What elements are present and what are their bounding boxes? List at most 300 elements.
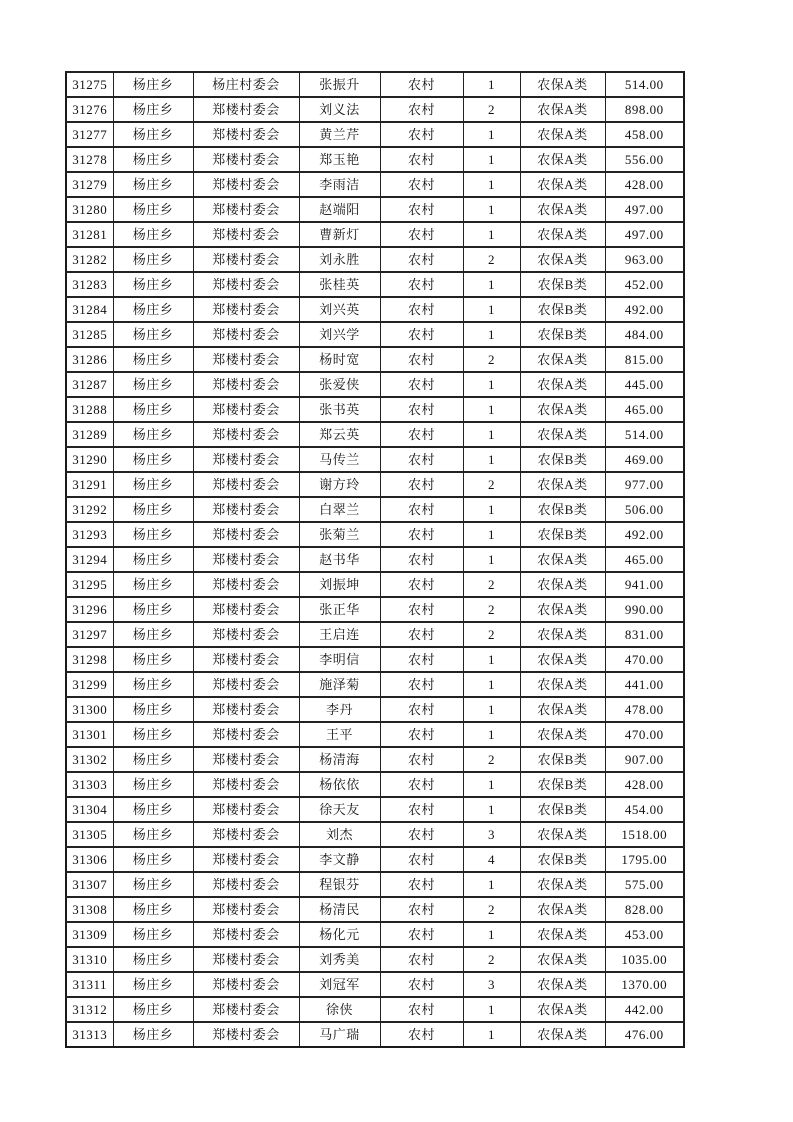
cell-name: 施泽菊 <box>299 672 380 697</box>
cell-count: 3 <box>463 972 520 997</box>
cell-name: 李明信 <box>299 647 380 672</box>
cell-village: 郑楼村委会 <box>193 147 299 172</box>
table-row <box>66 972 684 997</box>
cell-village: 郑楼村委会 <box>193 197 299 222</box>
cell-residence: 农村 <box>380 72 463 97</box>
cell-category: 农保B类 <box>520 772 605 797</box>
cell-count: 1 <box>463 522 520 547</box>
cell-amount: 454.00 <box>605 797 684 822</box>
cell-amount: 470.00 <box>605 722 684 747</box>
cell-count: 2 <box>463 247 520 272</box>
cell-id: 31291 <box>66 472 113 497</box>
cell-count: 2 <box>463 347 520 372</box>
cell-name: 刘振坤 <box>299 572 380 597</box>
cell-village: 郑楼村委会 <box>193 797 299 822</box>
cell-category: 农保A类 <box>520 997 605 1022</box>
cell-category: 农保A类 <box>520 422 605 447</box>
cell-count: 2 <box>463 622 520 647</box>
cell-count: 2 <box>463 597 520 622</box>
cell-township: 杨庄乡 <box>113 97 193 122</box>
cell-id: 31295 <box>66 572 113 597</box>
cell-name: 杨化元 <box>299 922 380 947</box>
cell-residence: 农村 <box>380 572 463 597</box>
cell-township: 杨庄乡 <box>113 822 193 847</box>
cell-village: 郑楼村委会 <box>193 347 299 372</box>
cell-name: 刘冠军 <box>299 972 380 997</box>
cell-amount: 465.00 <box>605 397 684 422</box>
cell-residence: 农村 <box>380 497 463 522</box>
cell-category: 农保A类 <box>520 197 605 222</box>
cell-residence: 农村 <box>380 947 463 972</box>
cell-village: 郑楼村委会 <box>193 547 299 572</box>
table-row <box>66 222 684 247</box>
cell-amount: 898.00 <box>605 97 684 122</box>
cell-name: 杨依依 <box>299 772 380 797</box>
cell-count: 1 <box>463 297 520 322</box>
cell-residence: 农村 <box>380 747 463 772</box>
table-row <box>66 622 684 647</box>
cell-name: 刘永胜 <box>299 247 380 272</box>
cell-count: 1 <box>463 1022 520 1047</box>
cell-id: 31283 <box>66 272 113 297</box>
cell-count: 1 <box>463 497 520 522</box>
cell-residence: 农村 <box>380 172 463 197</box>
cell-village: 杨庄村委会 <box>193 72 299 97</box>
cell-id: 31304 <box>66 797 113 822</box>
cell-name: 刘兴英 <box>299 297 380 322</box>
cell-id: 31311 <box>66 972 113 997</box>
cell-id: 31277 <box>66 122 113 147</box>
cell-count: 1 <box>463 122 520 147</box>
cell-category: 农保A类 <box>520 822 605 847</box>
table-row <box>66 522 684 547</box>
cell-category: 农保B类 <box>520 447 605 472</box>
cell-count: 1 <box>463 872 520 897</box>
cell-category: 农保A类 <box>520 572 605 597</box>
cell-id: 31305 <box>66 822 113 847</box>
cell-category: 农保B类 <box>520 497 605 522</box>
cell-village: 郑楼村委会 <box>193 422 299 447</box>
cell-township: 杨庄乡 <box>113 597 193 622</box>
cell-count: 1 <box>463 147 520 172</box>
table-row <box>66 922 684 947</box>
cell-village: 郑楼村委会 <box>193 222 299 247</box>
cell-township: 杨庄乡 <box>113 747 193 772</box>
cell-count: 1 <box>463 772 520 797</box>
cell-township: 杨庄乡 <box>113 947 193 972</box>
cell-name: 李文静 <box>299 847 380 872</box>
cell-township: 杨庄乡 <box>113 172 193 197</box>
table-row <box>66 347 684 372</box>
cell-id: 31275 <box>66 72 113 97</box>
cell-township: 杨庄乡 <box>113 647 193 672</box>
cell-township: 杨庄乡 <box>113 997 193 1022</box>
cell-name: 赵书华 <box>299 547 380 572</box>
cell-residence: 农村 <box>380 472 463 497</box>
cell-id: 31287 <box>66 372 113 397</box>
table-row <box>66 747 684 772</box>
cell-category: 农保B类 <box>520 747 605 772</box>
cell-township: 杨庄乡 <box>113 247 193 272</box>
cell-amount: 1518.00 <box>605 822 684 847</box>
cell-count: 2 <box>463 97 520 122</box>
cell-township: 杨庄乡 <box>113 372 193 397</box>
cell-name: 杨清海 <box>299 747 380 772</box>
cell-amount: 1370.00 <box>605 972 684 997</box>
cell-id: 31285 <box>66 322 113 347</box>
cell-village: 郑楼村委会 <box>193 447 299 472</box>
cell-village: 郑楼村委会 <box>193 522 299 547</box>
cell-amount: 963.00 <box>605 247 684 272</box>
cell-name: 马传兰 <box>299 447 380 472</box>
cell-count: 1 <box>463 422 520 447</box>
cell-count: 4 <box>463 847 520 872</box>
cell-category: 农保A类 <box>520 922 605 947</box>
cell-township: 杨庄乡 <box>113 847 193 872</box>
cell-amount: 514.00 <box>605 422 684 447</box>
cell-name: 马广瑞 <box>299 1022 380 1047</box>
cell-residence: 农村 <box>380 872 463 897</box>
cell-township: 杨庄乡 <box>113 272 193 297</box>
cell-id: 31303 <box>66 772 113 797</box>
cell-amount: 476.00 <box>605 1022 684 1047</box>
cell-village: 郑楼村委会 <box>193 572 299 597</box>
cell-name: 张正华 <box>299 597 380 622</box>
cell-residence: 农村 <box>380 247 463 272</box>
cell-residence: 农村 <box>380 822 463 847</box>
cell-village: 郑楼村委会 <box>193 897 299 922</box>
cell-residence: 农村 <box>380 422 463 447</box>
cell-residence: 农村 <box>380 997 463 1022</box>
table-row <box>66 1022 684 1047</box>
cell-township: 杨庄乡 <box>113 1022 193 1047</box>
cell-name: 徐侠 <box>299 997 380 1022</box>
table-row <box>66 447 684 472</box>
cell-id: 31288 <box>66 397 113 422</box>
cell-village: 郑楼村委会 <box>193 747 299 772</box>
cell-amount: 497.00 <box>605 197 684 222</box>
cell-residence: 农村 <box>380 122 463 147</box>
cell-id: 31312 <box>66 997 113 1022</box>
cell-township: 杨庄乡 <box>113 722 193 747</box>
cell-township: 杨庄乡 <box>113 147 193 172</box>
cell-amount: 428.00 <box>605 172 684 197</box>
cell-category: 农保A类 <box>520 247 605 272</box>
cell-amount: 442.00 <box>605 997 684 1022</box>
cell-township: 杨庄乡 <box>113 497 193 522</box>
cell-category: 农保A类 <box>520 872 605 897</box>
table-row <box>66 997 684 1022</box>
cell-category: 农保A类 <box>520 897 605 922</box>
cell-count: 2 <box>463 472 520 497</box>
table-row <box>66 472 684 497</box>
cell-village: 郑楼村委会 <box>193 597 299 622</box>
cell-village: 郑楼村委会 <box>193 872 299 897</box>
cell-name: 徐天友 <box>299 797 380 822</box>
cell-village: 郑楼村委会 <box>193 172 299 197</box>
table-row <box>66 72 684 97</box>
cell-name: 杨时宽 <box>299 347 380 372</box>
cell-id: 31302 <box>66 747 113 772</box>
cell-amount: 441.00 <box>605 672 684 697</box>
cell-amount: 497.00 <box>605 222 684 247</box>
payment-roster-table <box>65 71 685 1048</box>
table-row <box>66 822 684 847</box>
cell-count: 1 <box>463 672 520 697</box>
table-row <box>66 297 684 322</box>
cell-village: 郑楼村委会 <box>193 822 299 847</box>
table-row <box>66 372 684 397</box>
cell-count: 1 <box>463 272 520 297</box>
cell-amount: 977.00 <box>605 472 684 497</box>
cell-name: 张爱侠 <box>299 372 380 397</box>
cell-village: 郑楼村委会 <box>193 322 299 347</box>
cell-name: 曹新灯 <box>299 222 380 247</box>
cell-name: 张菊兰 <box>299 522 380 547</box>
cell-township: 杨庄乡 <box>113 472 193 497</box>
cell-name: 郑玉艳 <box>299 147 380 172</box>
cell-residence: 农村 <box>380 97 463 122</box>
cell-amount: 828.00 <box>605 897 684 922</box>
cell-name: 刘义法 <box>299 97 380 122</box>
cell-id: 31299 <box>66 672 113 697</box>
cell-village: 郑楼村委会 <box>193 772 299 797</box>
cell-id: 31313 <box>66 1022 113 1047</box>
table-row <box>66 672 684 697</box>
cell-township: 杨庄乡 <box>113 222 193 247</box>
cell-name: 白翠兰 <box>299 497 380 522</box>
cell-category: 农保A类 <box>520 972 605 997</box>
cell-residence: 农村 <box>380 722 463 747</box>
cell-amount: 575.00 <box>605 872 684 897</box>
cell-id: 31296 <box>66 597 113 622</box>
cell-name: 刘杰 <box>299 822 380 847</box>
cell-count: 1 <box>463 547 520 572</box>
cell-id: 31279 <box>66 172 113 197</box>
cell-township: 杨庄乡 <box>113 622 193 647</box>
cell-id: 31284 <box>66 297 113 322</box>
cell-name: 刘兴学 <box>299 322 380 347</box>
cell-count: 1 <box>463 197 520 222</box>
cell-village: 郑楼村委会 <box>193 622 299 647</box>
cell-id: 31300 <box>66 697 113 722</box>
cell-count: 1 <box>463 647 520 672</box>
cell-category: 农保A类 <box>520 622 605 647</box>
cell-category: 农保B类 <box>520 297 605 322</box>
cell-id: 31276 <box>66 97 113 122</box>
cell-village: 郑楼村委会 <box>193 672 299 697</box>
cell-village: 郑楼村委会 <box>193 722 299 747</box>
cell-count: 1 <box>463 397 520 422</box>
table-row <box>66 947 684 972</box>
cell-amount: 470.00 <box>605 647 684 672</box>
cell-amount: 484.00 <box>605 322 684 347</box>
cell-township: 杨庄乡 <box>113 897 193 922</box>
cell-category: 农保B类 <box>520 272 605 297</box>
cell-count: 1 <box>463 447 520 472</box>
cell-township: 杨庄乡 <box>113 72 193 97</box>
cell-amount: 492.00 <box>605 522 684 547</box>
cell-category: 农保A类 <box>520 697 605 722</box>
table-row <box>66 122 684 147</box>
cell-residence: 农村 <box>380 522 463 547</box>
cell-residence: 农村 <box>380 972 463 997</box>
cell-amount: 941.00 <box>605 572 684 597</box>
cell-township: 杨庄乡 <box>113 322 193 347</box>
table-row <box>66 147 684 172</box>
cell-category: 农保B类 <box>520 797 605 822</box>
cell-township: 杨庄乡 <box>113 872 193 897</box>
table-row <box>66 847 684 872</box>
cell-id: 31301 <box>66 722 113 747</box>
cell-village: 郑楼村委会 <box>193 497 299 522</box>
cell-village: 郑楼村委会 <box>193 397 299 422</box>
cell-residence: 农村 <box>380 597 463 622</box>
cell-id: 31297 <box>66 622 113 647</box>
cell-count: 1 <box>463 722 520 747</box>
table-row <box>66 422 684 447</box>
cell-village: 郑楼村委会 <box>193 297 299 322</box>
cell-village: 郑楼村委会 <box>193 647 299 672</box>
cell-id: 31278 <box>66 147 113 172</box>
cell-category: 农保A类 <box>520 547 605 572</box>
cell-category: 农保A类 <box>520 172 605 197</box>
table-row <box>66 722 684 747</box>
table-row <box>66 597 684 622</box>
cell-village: 郑楼村委会 <box>193 697 299 722</box>
cell-category: 农保A类 <box>520 722 605 747</box>
cell-amount: 831.00 <box>605 622 684 647</box>
cell-name: 王启连 <box>299 622 380 647</box>
cell-id: 31289 <box>66 422 113 447</box>
cell-village: 郑楼村委会 <box>193 847 299 872</box>
cell-residence: 农村 <box>380 622 463 647</box>
cell-village: 郑楼村委会 <box>193 472 299 497</box>
cell-name: 黄兰芹 <box>299 122 380 147</box>
cell-name: 张桂英 <box>299 272 380 297</box>
cell-residence: 农村 <box>380 547 463 572</box>
cell-category: 农保B类 <box>520 322 605 347</box>
cell-township: 杨庄乡 <box>113 397 193 422</box>
cell-name: 谢方玲 <box>299 472 380 497</box>
cell-category: 农保B类 <box>520 522 605 547</box>
cell-village: 郑楼村委会 <box>193 1022 299 1047</box>
cell-residence: 农村 <box>380 222 463 247</box>
cell-village: 郑楼村委会 <box>193 972 299 997</box>
cell-id: 31292 <box>66 497 113 522</box>
cell-category: 农保A类 <box>520 347 605 372</box>
cell-count: 1 <box>463 922 520 947</box>
table-row <box>66 397 684 422</box>
cell-name: 刘秀美 <box>299 947 380 972</box>
cell-id: 31282 <box>66 247 113 272</box>
cell-amount: 445.00 <box>605 372 684 397</box>
cell-count: 3 <box>463 822 520 847</box>
cell-category: 农保A类 <box>520 672 605 697</box>
cell-township: 杨庄乡 <box>113 572 193 597</box>
cell-category: 农保A类 <box>520 147 605 172</box>
cell-name: 张振升 <box>299 72 380 97</box>
cell-category: 农保A类 <box>520 397 605 422</box>
cell-name: 李丹 <box>299 697 380 722</box>
cell-amount: 453.00 <box>605 922 684 947</box>
cell-village: 郑楼村委会 <box>193 272 299 297</box>
cell-count: 1 <box>463 797 520 822</box>
cell-township: 杨庄乡 <box>113 697 193 722</box>
cell-name: 郑云英 <box>299 422 380 447</box>
cell-village: 郑楼村委会 <box>193 247 299 272</box>
cell-category: 农保A类 <box>520 72 605 97</box>
table-row <box>66 322 684 347</box>
cell-residence: 农村 <box>380 772 463 797</box>
cell-residence: 农村 <box>380 647 463 672</box>
cell-id: 31308 <box>66 897 113 922</box>
cell-amount: 815.00 <box>605 347 684 372</box>
cell-amount: 452.00 <box>605 272 684 297</box>
cell-township: 杨庄乡 <box>113 547 193 572</box>
cell-amount: 1035.00 <box>605 947 684 972</box>
cell-township: 杨庄乡 <box>113 297 193 322</box>
cell-residence: 农村 <box>380 297 463 322</box>
cell-residence: 农村 <box>380 322 463 347</box>
table-row <box>66 572 684 597</box>
cell-count: 1 <box>463 72 520 97</box>
table-row <box>66 647 684 672</box>
cell-id: 31306 <box>66 847 113 872</box>
cell-category: 农保A类 <box>520 122 605 147</box>
cell-count: 1 <box>463 372 520 397</box>
cell-village: 郑楼村委会 <box>193 947 299 972</box>
cell-residence: 农村 <box>380 397 463 422</box>
cell-count: 2 <box>463 572 520 597</box>
cell-residence: 农村 <box>380 672 463 697</box>
cell-id: 31281 <box>66 222 113 247</box>
cell-amount: 556.00 <box>605 147 684 172</box>
cell-township: 杨庄乡 <box>113 772 193 797</box>
cell-amount: 469.00 <box>605 447 684 472</box>
table-row <box>66 197 684 222</box>
cell-residence: 农村 <box>380 447 463 472</box>
cell-category: 农保A类 <box>520 372 605 397</box>
cell-amount: 428.00 <box>605 772 684 797</box>
cell-township: 杨庄乡 <box>113 122 193 147</box>
cell-category: 农保A类 <box>520 472 605 497</box>
cell-amount: 907.00 <box>605 747 684 772</box>
cell-township: 杨庄乡 <box>113 522 193 547</box>
table-row <box>66 797 684 822</box>
table-row <box>66 272 684 297</box>
table-row <box>66 697 684 722</box>
cell-village: 郑楼村委会 <box>193 122 299 147</box>
cell-amount: 465.00 <box>605 547 684 572</box>
cell-residence: 农村 <box>380 197 463 222</box>
table-row <box>66 247 684 272</box>
cell-residence: 农村 <box>380 347 463 372</box>
cell-name: 赵端阳 <box>299 197 380 222</box>
cell-amount: 478.00 <box>605 697 684 722</box>
cell-township: 杨庄乡 <box>113 347 193 372</box>
cell-township: 杨庄乡 <box>113 972 193 997</box>
cell-category: 农保A类 <box>520 947 605 972</box>
cell-count: 2 <box>463 897 520 922</box>
cell-count: 2 <box>463 747 520 772</box>
cell-id: 31280 <box>66 197 113 222</box>
cell-name: 李雨洁 <box>299 172 380 197</box>
table-row <box>66 547 684 572</box>
records-table-body <box>66 72 684 1047</box>
cell-township: 杨庄乡 <box>113 797 193 822</box>
cell-count: 1 <box>463 697 520 722</box>
